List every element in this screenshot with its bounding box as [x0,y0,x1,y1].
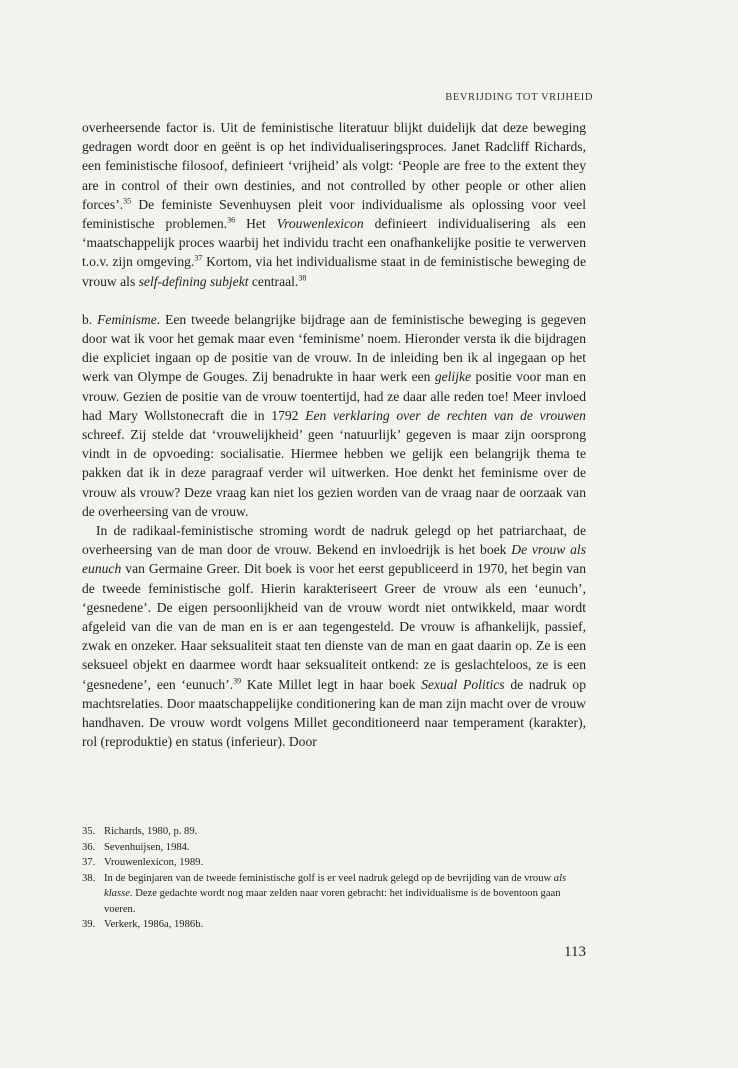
italic-term: self-defining subjekt [138,273,249,289]
footnote-number: 37. [82,857,96,868]
footnote-text: In de beginjaren van de tweede feministische golf is er veel nadruk gelegd op de bevrijding van de vrouw als klasse. Deze gedachte wordt nog maar zelden naar voren gebracht: het individualisme is de boventoon gaan voeren. [104,872,567,915]
footnote-ref-39: 39 [233,676,242,686]
footnote-text: Richards, 1980, p. 89. [104,826,198,837]
running-head: BEVRIJDING TOT VRIJHEID [445,92,593,103]
footnote-ref-36: 36 [227,215,236,225]
paragraph-feminisme: b. Feminisme. Een tweede belangrijke bijdrage aan de feministische beweging is gegeven door wat ik voor het gemak maar even ‘feminisme’ noem. Hieronder versta ik die bijdragen die expliciet ingaan op de positie van de vrouw. In de inleiding ben ik al ingegaan op het werk van Olympe de Gouges. Zij benadrukte in haar werk een gelijke positie voor man en vrouw. Gezien de positie van de vrouw toentertijd, had ze daar alle reden toe! Meer invloed had Mary Wollstonecraft die in 1792 Een verklaring over de rechten van de vrouwen schreef. Zij stelde dat ‘vrouwelijkheid’ geen ‘natuurlijk’ gegeven is maar zijn oorsprong vindt in de opvoeding: socialisatie. Hiermee hebben we gelijk een belangrijk thema te pakken dat ik in deze paragraaf verder wil uitwerken. Hoe denkt het feminisme over de vrouw als vrouw? Deze vraag kan niet los gezien worden van de vraag naar de oorzaak van de overheersing van de vrouw. [82,311,586,519]
footnote-ref-38: 38 [298,273,307,283]
italic-term: gelijke [434,369,472,385]
footnote [82,917,586,933]
footnote-text: Vrouwenlexicon, 1989. [104,857,204,868]
footnote [82,824,586,840]
footnote-ref-35: 35 [123,196,132,206]
body-text [82,118,586,752]
footnote-number: 39. [82,919,96,930]
footnote-text: Verkerk, 1986a, 1986b. [104,919,204,930]
footnote-ref-37: 37 [194,253,203,263]
footnote-number: 36. [82,841,96,853]
paragraph-individualism: overheersende factor is. Uit de feministische literatuur blijkt duidelijk dat deze beweging gedragen wordt door en geënt is op het individualiseringsproces. Janet Radcliff Richards, een feministische filosoof, definieert ‘vrijheid’ als volgt: ‘People are free to the extent they are in control of their own destinies, and not controlled by other people or other alien forces’.$^{35}$ De feministe Sevenhuysen pleit voor individualisme als oplossing voor veel feministische problemen.$^{36}$ Het Vrouwenlexicon definieert individualisering als een ‘maatschappelijk proces waarbij het individu tracht een onafhankelijke positie te verwerven t.o.v. zijn omgeving.$^{37}$ Kortom, via het individualisme staat in de feministische beweging de vrouw als self-defining subjekt centraal.$^{38}$ [82,120,586,289]
book-title: Een verklaring over de rechten van de vrouwen [305,407,586,423]
book-title: Sexual Politics [421,676,505,692]
italic-term: Vrouwenlexicon [276,216,364,232]
paragraph-radikaal-feminisme: In de radikaal-feministische stroming wordt de nadruk gelegd op het patriarchaat, de overheersing van de man door de vrouw. Bekend en invloedrijk is het boek De vrouw als eunuch van Germaine Greer. Dit boek is voor het eerst gepubliceerd in 1970, het begin van de tweede feministische golf. Hierin karakteriseert Greer de vrouw als een ‘eunuch’, ‘gesnedene’. De eigen persoonlijkheid van de vrouw wordt niet ontwikkeld, maar wordt afgeleid van die van de man en is er aan tegengesteld. De vrouw is afhankelijk, passief, zwak en onzeker. Haar seksualiteit staat ten dienste van de man en gaat daarin op. Ze is een seksueel objekt en daarmee wordt haar seksualiteit ontkend: ze is geslachteloos, ze is een ‘gesnedene’, een ‘eunuch’.$^{39}$ Kate Millet legt in haar boek Sexual Politics de nadruk op machtsrelaties. Door maatschappelijke conditionering kan de man zijn macht over de vrouw handhaven. De vrouw wordt volgens Millet geconditioneerd naar temperament (karakter), rol (reproduktie) en status (inferieur). Door [82,523,586,750]
footnote-number: 35. [82,826,96,837]
page-number: 113 [564,944,586,960]
footnote [82,855,586,871]
footnotes [82,824,586,933]
footnote-number: 38. [82,872,96,884]
book-title: De vrouw als eunuch [82,542,586,577]
footnote-text: Sevenhuijsen, 1984. [104,841,190,853]
footnote [82,871,586,918]
section-heading: Feminisme [97,311,157,327]
footnote [82,840,586,856]
